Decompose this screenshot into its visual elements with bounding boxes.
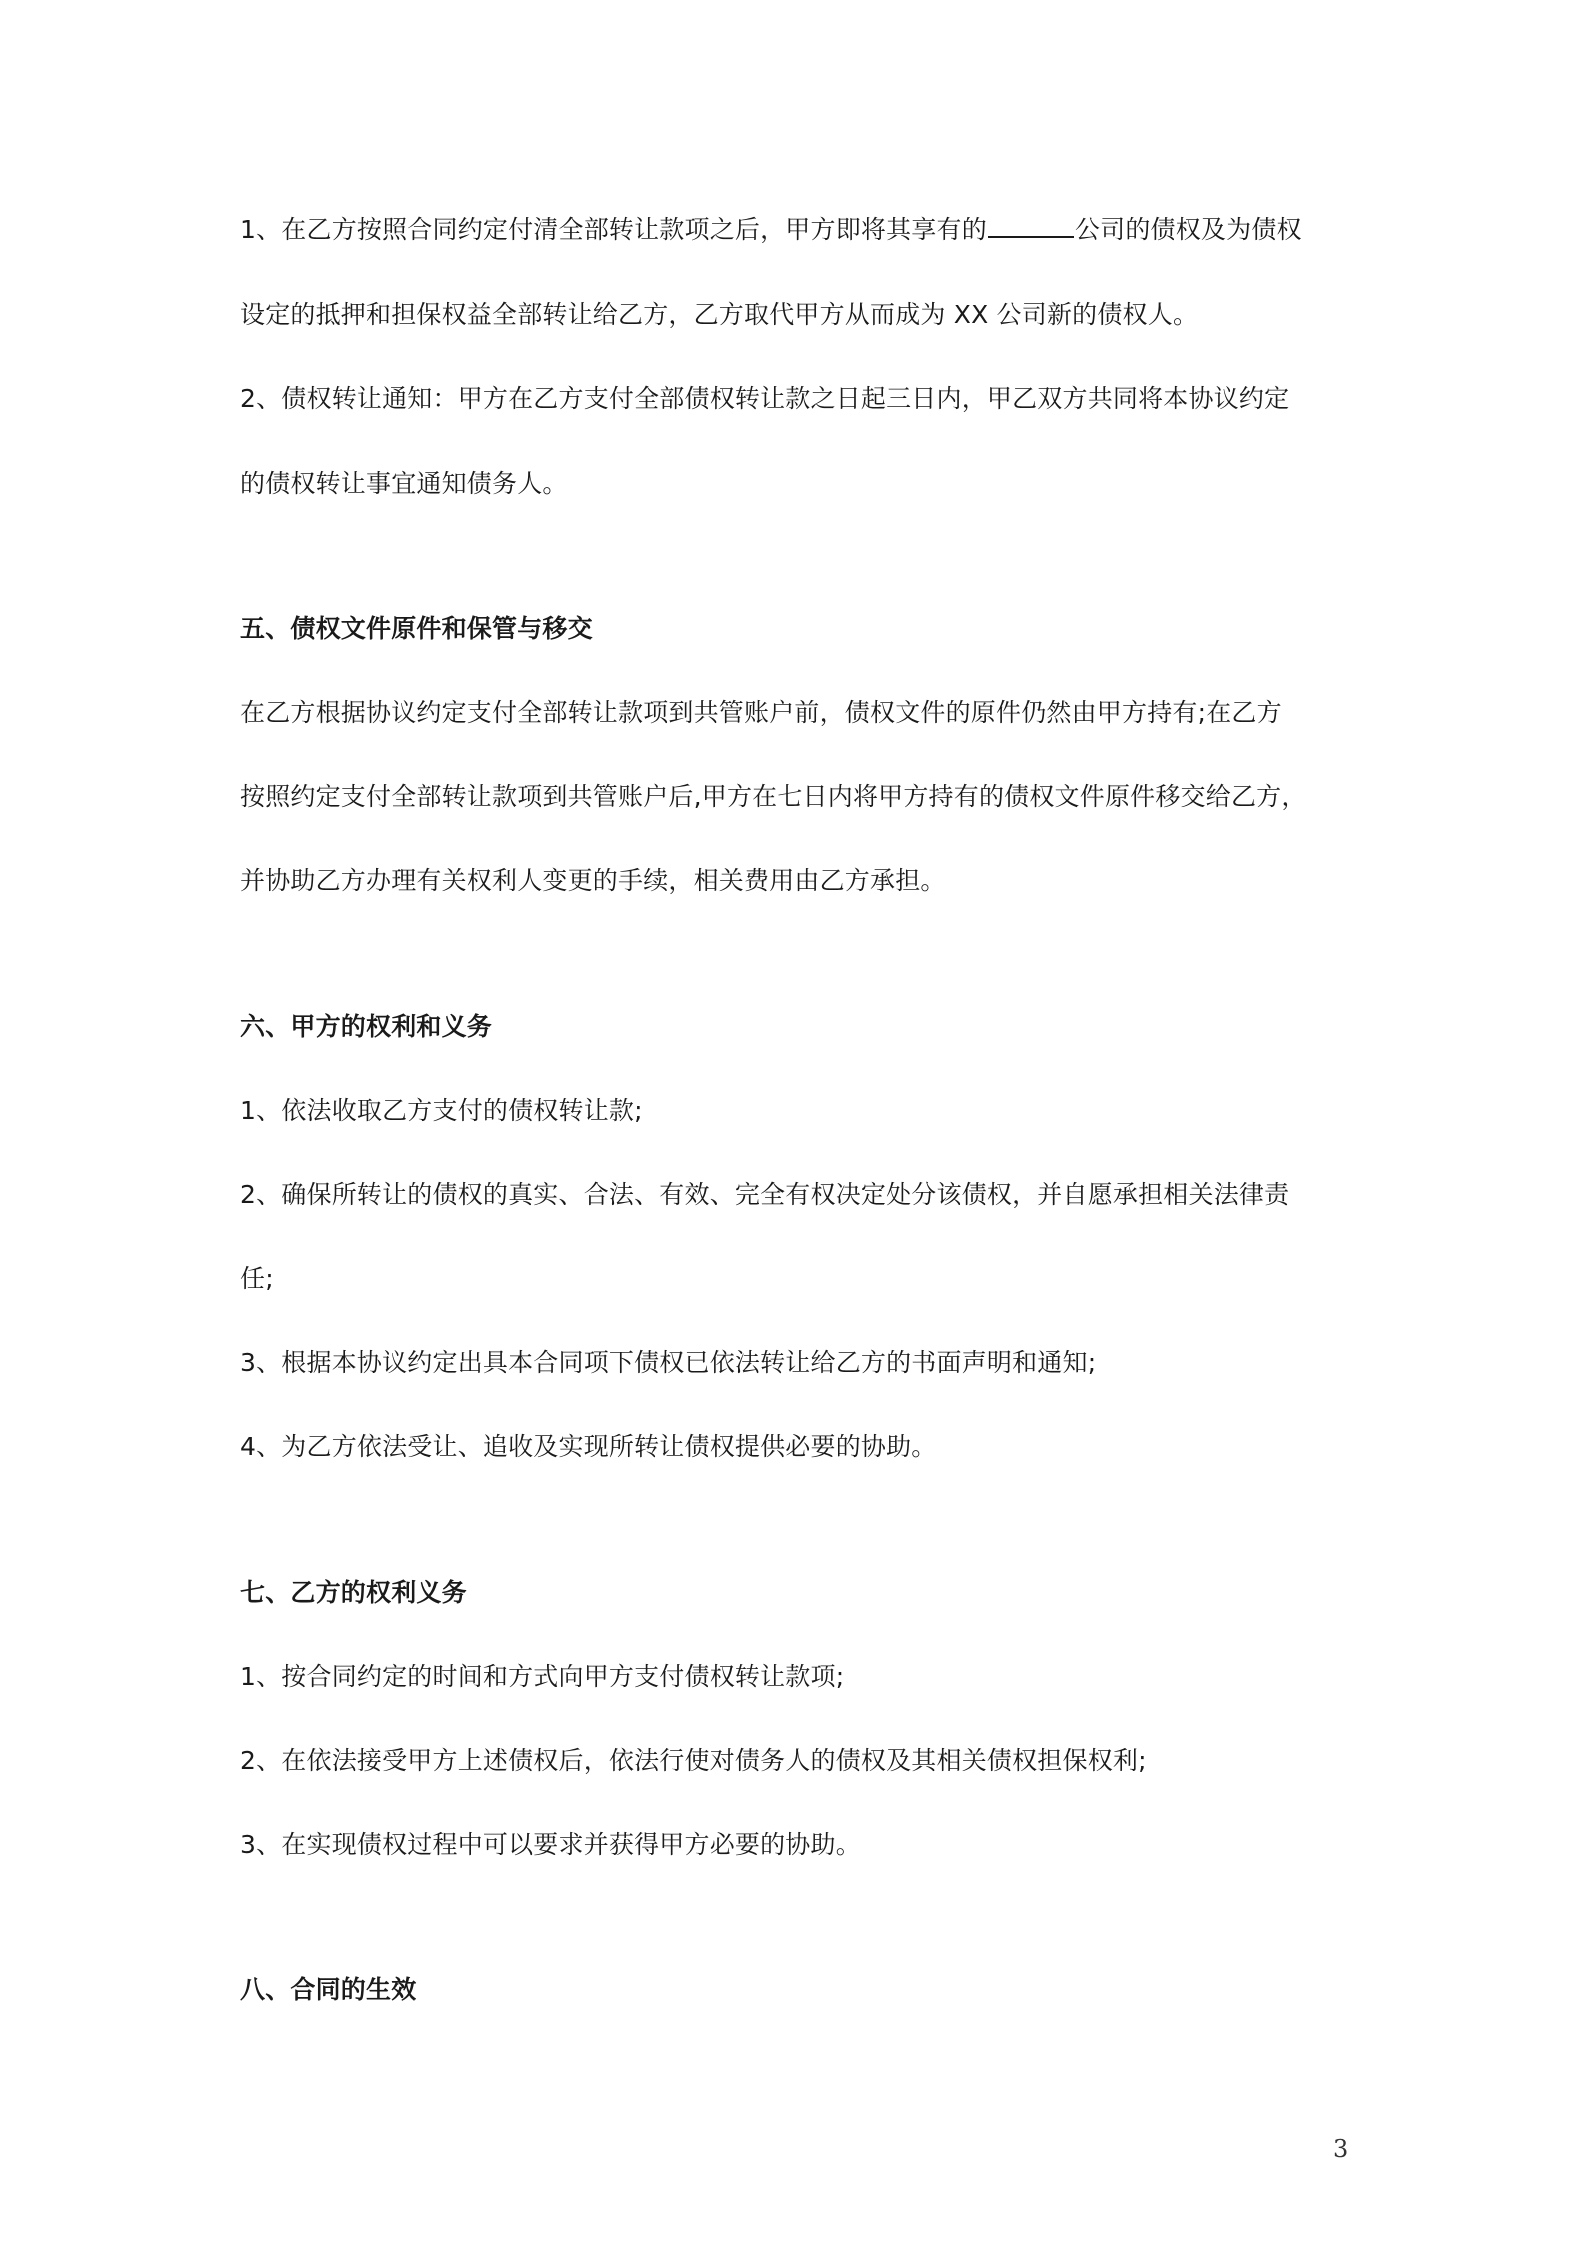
section6-heading: 六、甲方的权利和义务: [240, 1012, 493, 1041]
section4-item2-line2: 的债权转让事宜通知债务人。: [240, 469, 568, 498]
section4-item1-text-b: 公司的债权及为债权: [1074, 215, 1302, 244]
section7-item1: 1、按合同约定的时间和方式向甲方支付债权转让款项;: [240, 1662, 845, 1691]
section6-item2-line1: 2、确保所转让的债权的真实、合法、有效、完全有权决定处分该债权，并自愿承担相关法律责: [240, 1180, 1290, 1209]
section4-item1-line1: [240, 213, 1302, 247]
section7-item2: 2、在依法接受甲方上述债权后，依法行使对债务人的债权及其相关债权担保权利;: [240, 1746, 1147, 1775]
section5-line3: 并协助乙方办理有关权利人变更的手续，相关费用由乙方承担。: [240, 866, 946, 895]
section4-item2-line1: 2、债权转让通知：甲方在乙方支付全部债权转让款之日起三日内，甲乙双方共同将本协议约定: [240, 384, 1290, 413]
section5-line2: 按照约定支付全部转让款项到共管账户后,甲方在七日内将甲方持有的债权文件原件移交给乙方，: [240, 782, 1307, 811]
section6-item4: 4、为乙方依法受让、追收及实现所转让债权提供必要的协助。: [240, 1432, 937, 1461]
page-number: 3: [1333, 2135, 1349, 2163]
section6-item1: 1、依法收取乙方支付的债权转让款;: [240, 1096, 643, 1125]
section5-heading: 五、债权文件原件和保管与移交: [240, 614, 593, 643]
section4-item1-line2: 设定的抵押和担保权益全部转让给乙方，乙方取代甲方从而成为 XX 公司新的债权人。: [240, 300, 1199, 329]
section6-item2-line2: 任;: [240, 1264, 274, 1293]
section6-item3: 3、根据本协议约定出具本合同项下债权已依法转让给乙方的书面声明和通知;: [240, 1348, 1097, 1377]
section7-heading: 七、乙方的权利义务: [240, 1578, 467, 1607]
section7-item3: 3、在实现债权过程中可以要求并获得甲方必要的协助。: [240, 1830, 861, 1859]
section5-line1: 在乙方根据协议约定支付全部转让款项到共管账户前，债权文件的原件仍然由甲方持有;在乙方: [240, 698, 1282, 727]
section8-heading: 八、合同的生效: [240, 1975, 417, 2004]
fill-in-blank: [988, 214, 1074, 238]
section4-item1-text-a: 1、在乙方按照合同约定付清全部转让款项之后，甲方即将其享有的: [240, 215, 987, 244]
